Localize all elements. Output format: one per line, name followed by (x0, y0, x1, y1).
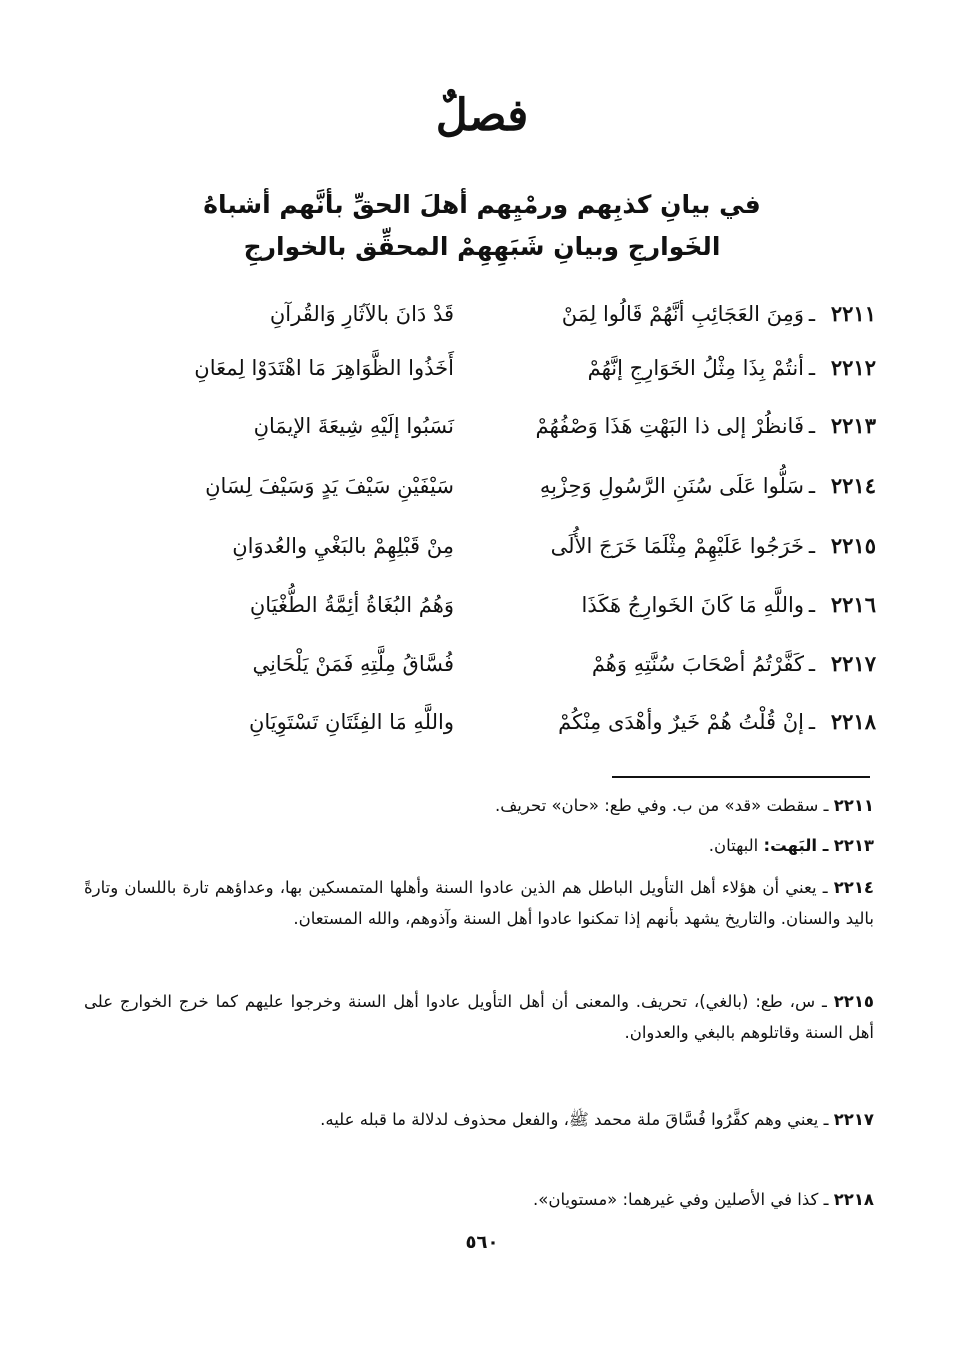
verse-first-hemistich: أنتُمْ بِذَا مِثْلُ الخَوَارِجِ إنَّهُمْ (587, 356, 804, 380)
footnote-number: ٢٢١١ (833, 796, 874, 815)
verse-number: ٢٢١١ (830, 301, 876, 326)
verse-row (84, 348, 876, 388)
verse-first-hemistich: خَرَجُوا عَلَيْهِمْ مِثْلَمَا خَرَجَ الأُلَى (550, 534, 804, 558)
footnote (84, 986, 874, 1048)
verse-first-hemistich: وَمِنَ العَجَائِبِ أنَّهُمْ قَالُوا لِمَنْ (561, 302, 804, 326)
verse-second-hemistich: وَهُمُ البُغَاةُ أئِمَّةُ الطُّغْيَانِ (249, 593, 454, 617)
footnote-number: ٢٢١٨ (833, 1190, 874, 1209)
verse-number: ٢٢١٨ (830, 709, 876, 734)
footnote (84, 790, 874, 821)
verse-second-hemistich: مِنْ قَبْلِهِمْ بالبَغْيِ والعُدوَانِ (232, 534, 454, 558)
verse-first-hemistich: كَفَّرْتُمُ أصْحَابَ سُنَّتِهِ وَهُمْ (591, 652, 804, 676)
verse-second-hemistich: نَسَبُوا إلَيْهِ شِيعَةَ الإيمَانِ (253, 414, 454, 438)
footnote-number: ٢٢١٥ (833, 992, 874, 1011)
verse-dash: ـ (808, 534, 816, 558)
verse-row (84, 702, 876, 742)
verse-number: ٢٢١٥ (830, 533, 876, 558)
section-subtitle-line-1: في بيانِ كذبِهم ورمْيِهم أهلَ الحقِّ بأنَّهم أشباهُ (203, 190, 761, 219)
verse-row (84, 644, 876, 684)
verse-second-hemistich: أَخَذُوا الظَّوَاهِرَ مَا اهْتَدَوْا لِمعَانِ (194, 356, 454, 380)
verse-number: ٢٢١٦ (830, 592, 876, 617)
verse-second-hemistich: فُسَّاقُ مِلَّتِهِ فَمَنْ يَلْحَانِي (252, 652, 454, 676)
footnote-number: ٢٢١٣ (833, 836, 874, 855)
verse-second-hemistich: سَيْفَيْنِ سَيْفَ يَدٍ وَسَيْفَ لِسَانِ (205, 474, 454, 498)
footnote-number: ٢٢١٤ (833, 878, 874, 897)
footnote (84, 1104, 874, 1135)
verse-second-hemistich: قَدْ دَانَ بالآثَارِ وَالقُرآنِ (269, 302, 454, 326)
verse-number: ٢٢١٣ (830, 413, 876, 438)
verse-number: ٢٢١٧ (830, 651, 876, 676)
verse-dash: ـ (808, 710, 816, 734)
verse-row (84, 585, 876, 625)
footnote (84, 830, 874, 861)
verse-dash: ـ (808, 302, 816, 326)
verse-first-hemistich: سَلُّوا عَلَى سُنَنِ الرَّسُولِ وَحِزْبِهِ (539, 474, 804, 498)
verse-row (84, 526, 876, 566)
page-number: ٥٦٠ (465, 1232, 499, 1253)
footnote (84, 872, 874, 934)
footnote (84, 1184, 874, 1215)
footnote-term: ـ البَهت: (763, 836, 829, 855)
verse-number: ٢٢١٤ (830, 473, 876, 498)
section-heading: فصلٌ (435, 90, 529, 141)
footnote-number: ٢٢١٧ (833, 1110, 874, 1129)
verse-first-hemistich: واللَّهِ مَا كَانَ الخَوارِجُ هَكَذَا (581, 593, 804, 617)
verse-dash: ـ (808, 474, 816, 498)
footnote-divider (612, 776, 870, 778)
footnote-text: ـ كذا في الأصلين وفي غيرهما: «مستويان». (533, 1190, 829, 1209)
verse-dash: ـ (808, 356, 816, 380)
verse-dash: ـ (808, 652, 816, 676)
verse-row (84, 466, 876, 506)
verse-number: ٢٢١٢ (830, 355, 876, 380)
verse-dash: ـ (808, 414, 816, 438)
footnote-text: ـ يعني وهم كفَّرُوا فُسَّاقَ ملة محمد ﷺ، والفعل محذوف لدلالة ما قبله عليه. (320, 1110, 829, 1129)
verse-second-hemistich: واللَّهِ مَا الفِئَتَانِ تَسْتَوِيَانِ (248, 710, 454, 734)
verse-first-hemistich: إنْ قُلْتُ هُمْ خَيرٌ وأهْدَى مِنْكُمْ (558, 710, 804, 734)
footnote-text: ـ سقطت «قد» من ب. وفي طع: «حان» تحريف. (494, 796, 829, 815)
footnote-text: البهتان. (708, 836, 764, 855)
footnote-text: ـ يعني أن هؤلاء أهل التأويل الباطل هم الذين عادوا السنة وأهلها المتمسكين بها، وعداؤهم تارة باللسان وتارةً باليد والسنان. والتاريخ يشهد بأنهم إذا تمكنوا عادوا أهل السنة وآذوهم، والله المستعان. (84, 878, 874, 928)
verse-row (84, 294, 876, 334)
verse-first-hemistich: فَانظُرْ إلى ذا البَهْتِ هَذَا وَصْفُهُمْ (535, 414, 804, 438)
section-subtitle-line-2: الخَوارجِ وبيانِ شَبَهِهِمْ المحقِّق بالخوارجِ (243, 232, 721, 261)
footnote-text: ـ س، طع: (بالغي)، تحريف. والمعنى أن أهل التأويل عادوا أهل السنة وخرجوا عليهم كما خرج الخوارج على أهل السنة وقاتلوهم بالبغي والعدوان. (84, 992, 874, 1042)
verse-row (84, 406, 876, 446)
verse-dash: ـ (808, 593, 816, 617)
